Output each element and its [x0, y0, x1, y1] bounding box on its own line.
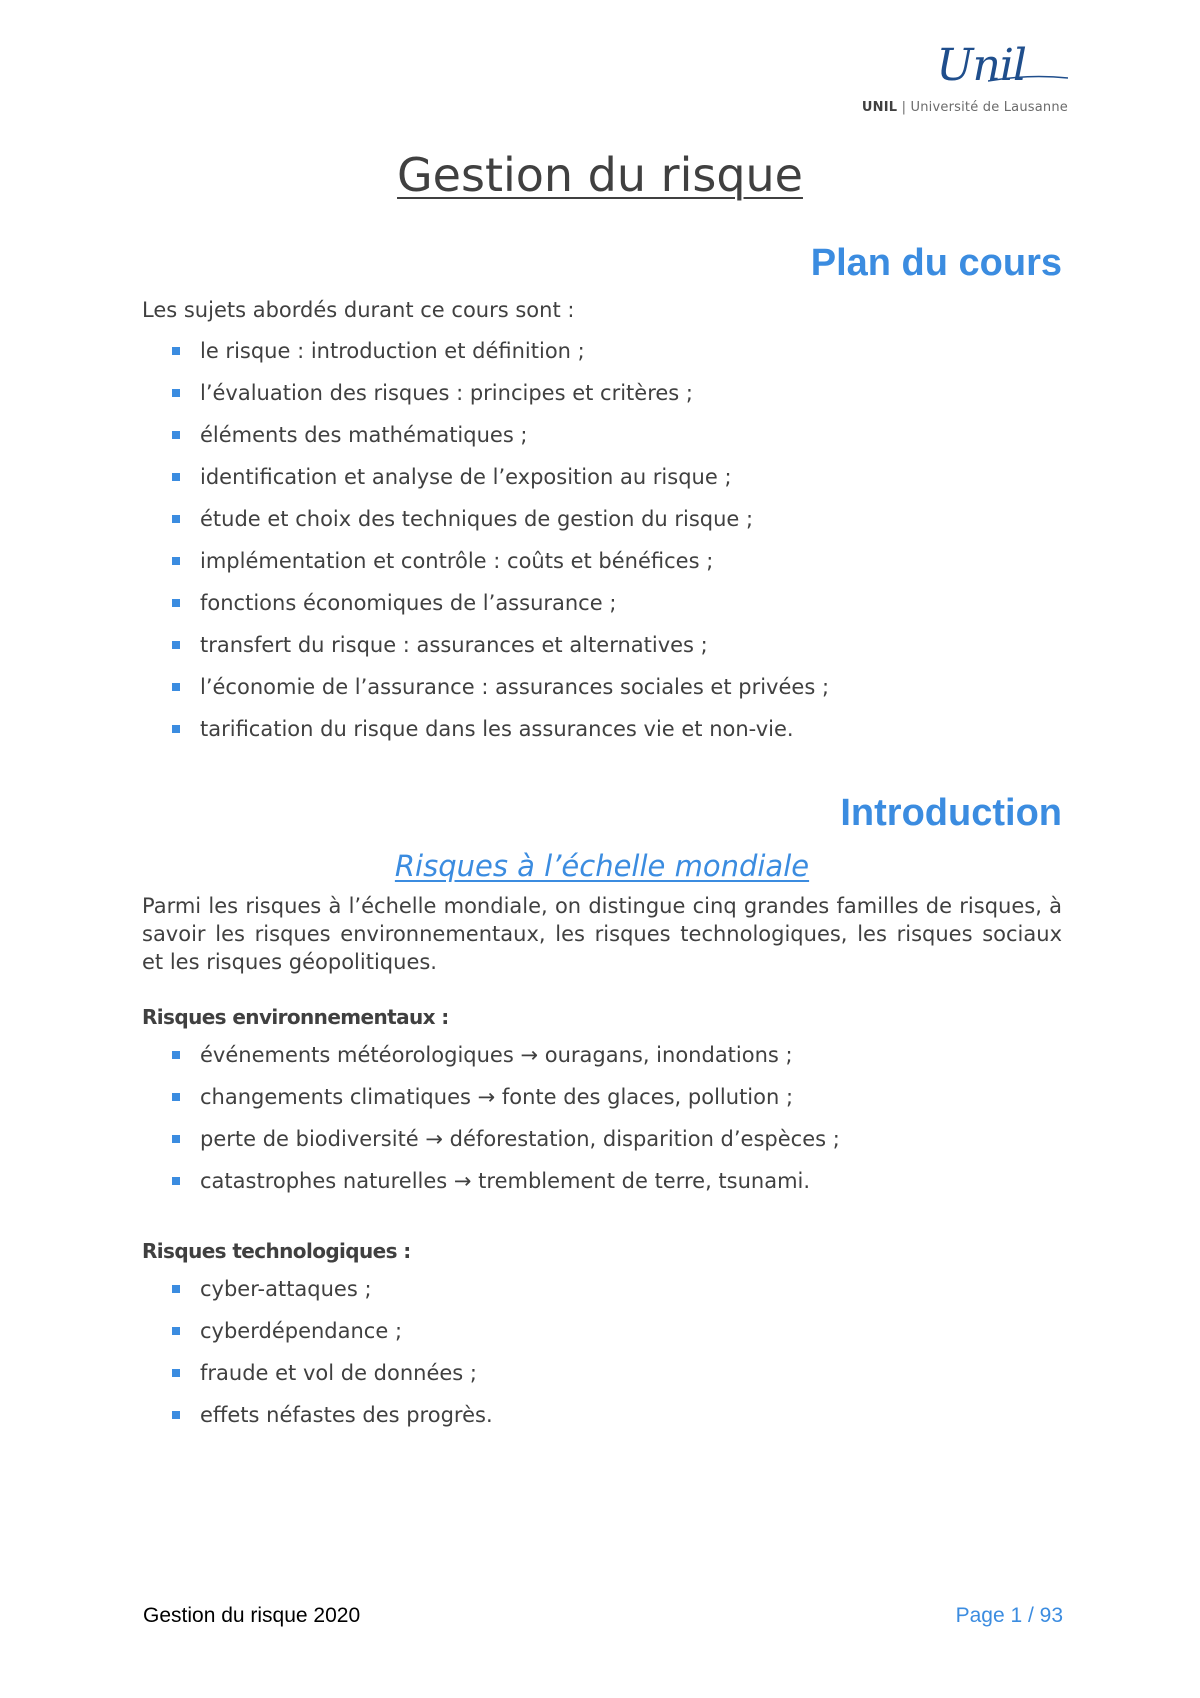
bullet-square-icon [172, 473, 180, 481]
document-title: Gestion du risque [397, 148, 803, 202]
bullet-square-icon [172, 389, 180, 397]
footer-document-title: Gestion du risque 2020 [143, 1604, 361, 1627]
logo-swoosh-icon [988, 72, 1068, 84]
list-item-text: catastrophes naturelles → tremblement de terre, tsunami. [200, 1169, 811, 1193]
list-item-text: cyber-attaques ; [200, 1277, 372, 1301]
logo-script: Unil [936, 40, 1026, 91]
list-item [172, 1310, 1062, 1352]
bullet-square-icon [172, 599, 180, 607]
bullet-square-icon [172, 1051, 180, 1059]
plan-heading: Plan du cours [810, 242, 1062, 284]
introduction-subheading: Risques à l’échelle mondiale [394, 849, 810, 883]
list-item [172, 624, 1062, 666]
bullet-square-icon [172, 725, 180, 733]
bullet-square-icon [172, 641, 180, 649]
plan-list [142, 330, 1062, 750]
document-body [142, 240, 1062, 1436]
list-item [172, 372, 1062, 414]
plan-intro: Les sujets abordés durant ce cours sont : [142, 298, 575, 322]
unil-logo [861, 40, 1068, 120]
bullet-square-icon [172, 1177, 180, 1185]
environmental-risks-list [142, 1034, 1062, 1202]
list-item-text: le risque : introduction et définition ; [200, 339, 585, 363]
bullet-square-icon [172, 683, 180, 691]
list-item [172, 1268, 1062, 1310]
list-item [172, 666, 1062, 708]
list-item-text: étude et choix des techniques de gestion du risque ; [200, 507, 754, 531]
list-item [172, 708, 1062, 750]
bullet-square-icon [172, 431, 180, 439]
list-item [172, 1034, 1062, 1076]
bullet-square-icon [172, 347, 180, 355]
list-item-text: fonctions économiques de l’assurance ; [200, 591, 617, 615]
list-item-text: identification et analyse de l’exposition au risque ; [200, 465, 732, 489]
list-item-text: implémentation et contrôle : coûts et bénéfices ; [200, 549, 714, 573]
list-item-text: éléments des mathématiques ; [200, 423, 528, 447]
bullet-square-icon [172, 1285, 180, 1293]
introduction-heading: Introduction [840, 792, 1062, 834]
list-item-text: transfert du risque : assurances et alternatives ; [200, 633, 708, 657]
environmental-risks-heading: Risques environnementaux : [142, 1005, 449, 1029]
list-item-text: cyberdépendance ; [200, 1319, 403, 1343]
list-item-text: l’évaluation des risques : principes et critères ; [200, 381, 693, 405]
logo-abbr: UNIL [861, 100, 898, 115]
list-item [172, 1076, 1062, 1118]
list-item-text: perte de biodiversité → déforestation, disparition d’espèces ; [200, 1127, 840, 1151]
list-item-text: tarification du risque dans les assurances vie et non-vie. [200, 717, 794, 741]
logo-university: Université de Lausanne [910, 100, 1068, 115]
list-item [172, 456, 1062, 498]
list-item [172, 414, 1062, 456]
list-item [172, 1394, 1062, 1436]
list-item [172, 1160, 1062, 1202]
bullet-square-icon [172, 1411, 180, 1419]
list-item-text: événements météorologiques → ouragans, inondations ; [200, 1043, 793, 1067]
bullet-square-icon [172, 557, 180, 565]
list-item [172, 540, 1062, 582]
page-footer [143, 1604, 1063, 1634]
logo-separator: | [897, 100, 911, 115]
introduction-paragraph: Parmi les risques à l’échelle mondiale, on distingue cinq grandes familles de risques, à savoir les risques environnementaux, les risques technologiques, les risques sociaux et les risques géopolitiques. [142, 894, 1062, 974]
list-item-text: l’économie de l’assurance : assurances sociales et privées ; [200, 675, 830, 699]
list-item-text: effets néfastes des progrès. [200, 1403, 493, 1427]
bullet-square-icon [172, 1327, 180, 1335]
list-item-text: changements climatiques → fonte des glaces, pollution ; [200, 1085, 794, 1109]
bullet-square-icon [172, 1093, 180, 1101]
list-item [172, 498, 1062, 540]
technological-risks-heading: Risques technologiques : [142, 1239, 411, 1263]
bullet-square-icon [172, 515, 180, 523]
list-item [172, 1352, 1062, 1394]
page-number: Page 1 / 93 [955, 1604, 1063, 1627]
bullet-square-icon [172, 1135, 180, 1143]
list-item-text: fraude et vol de données ; [200, 1361, 477, 1385]
list-item [172, 1118, 1062, 1160]
logo-subtitle [862, 100, 1068, 115]
list-item [172, 330, 1062, 372]
list-item [172, 582, 1062, 624]
technological-risks-list [142, 1268, 1062, 1436]
bullet-square-icon [172, 1369, 180, 1377]
